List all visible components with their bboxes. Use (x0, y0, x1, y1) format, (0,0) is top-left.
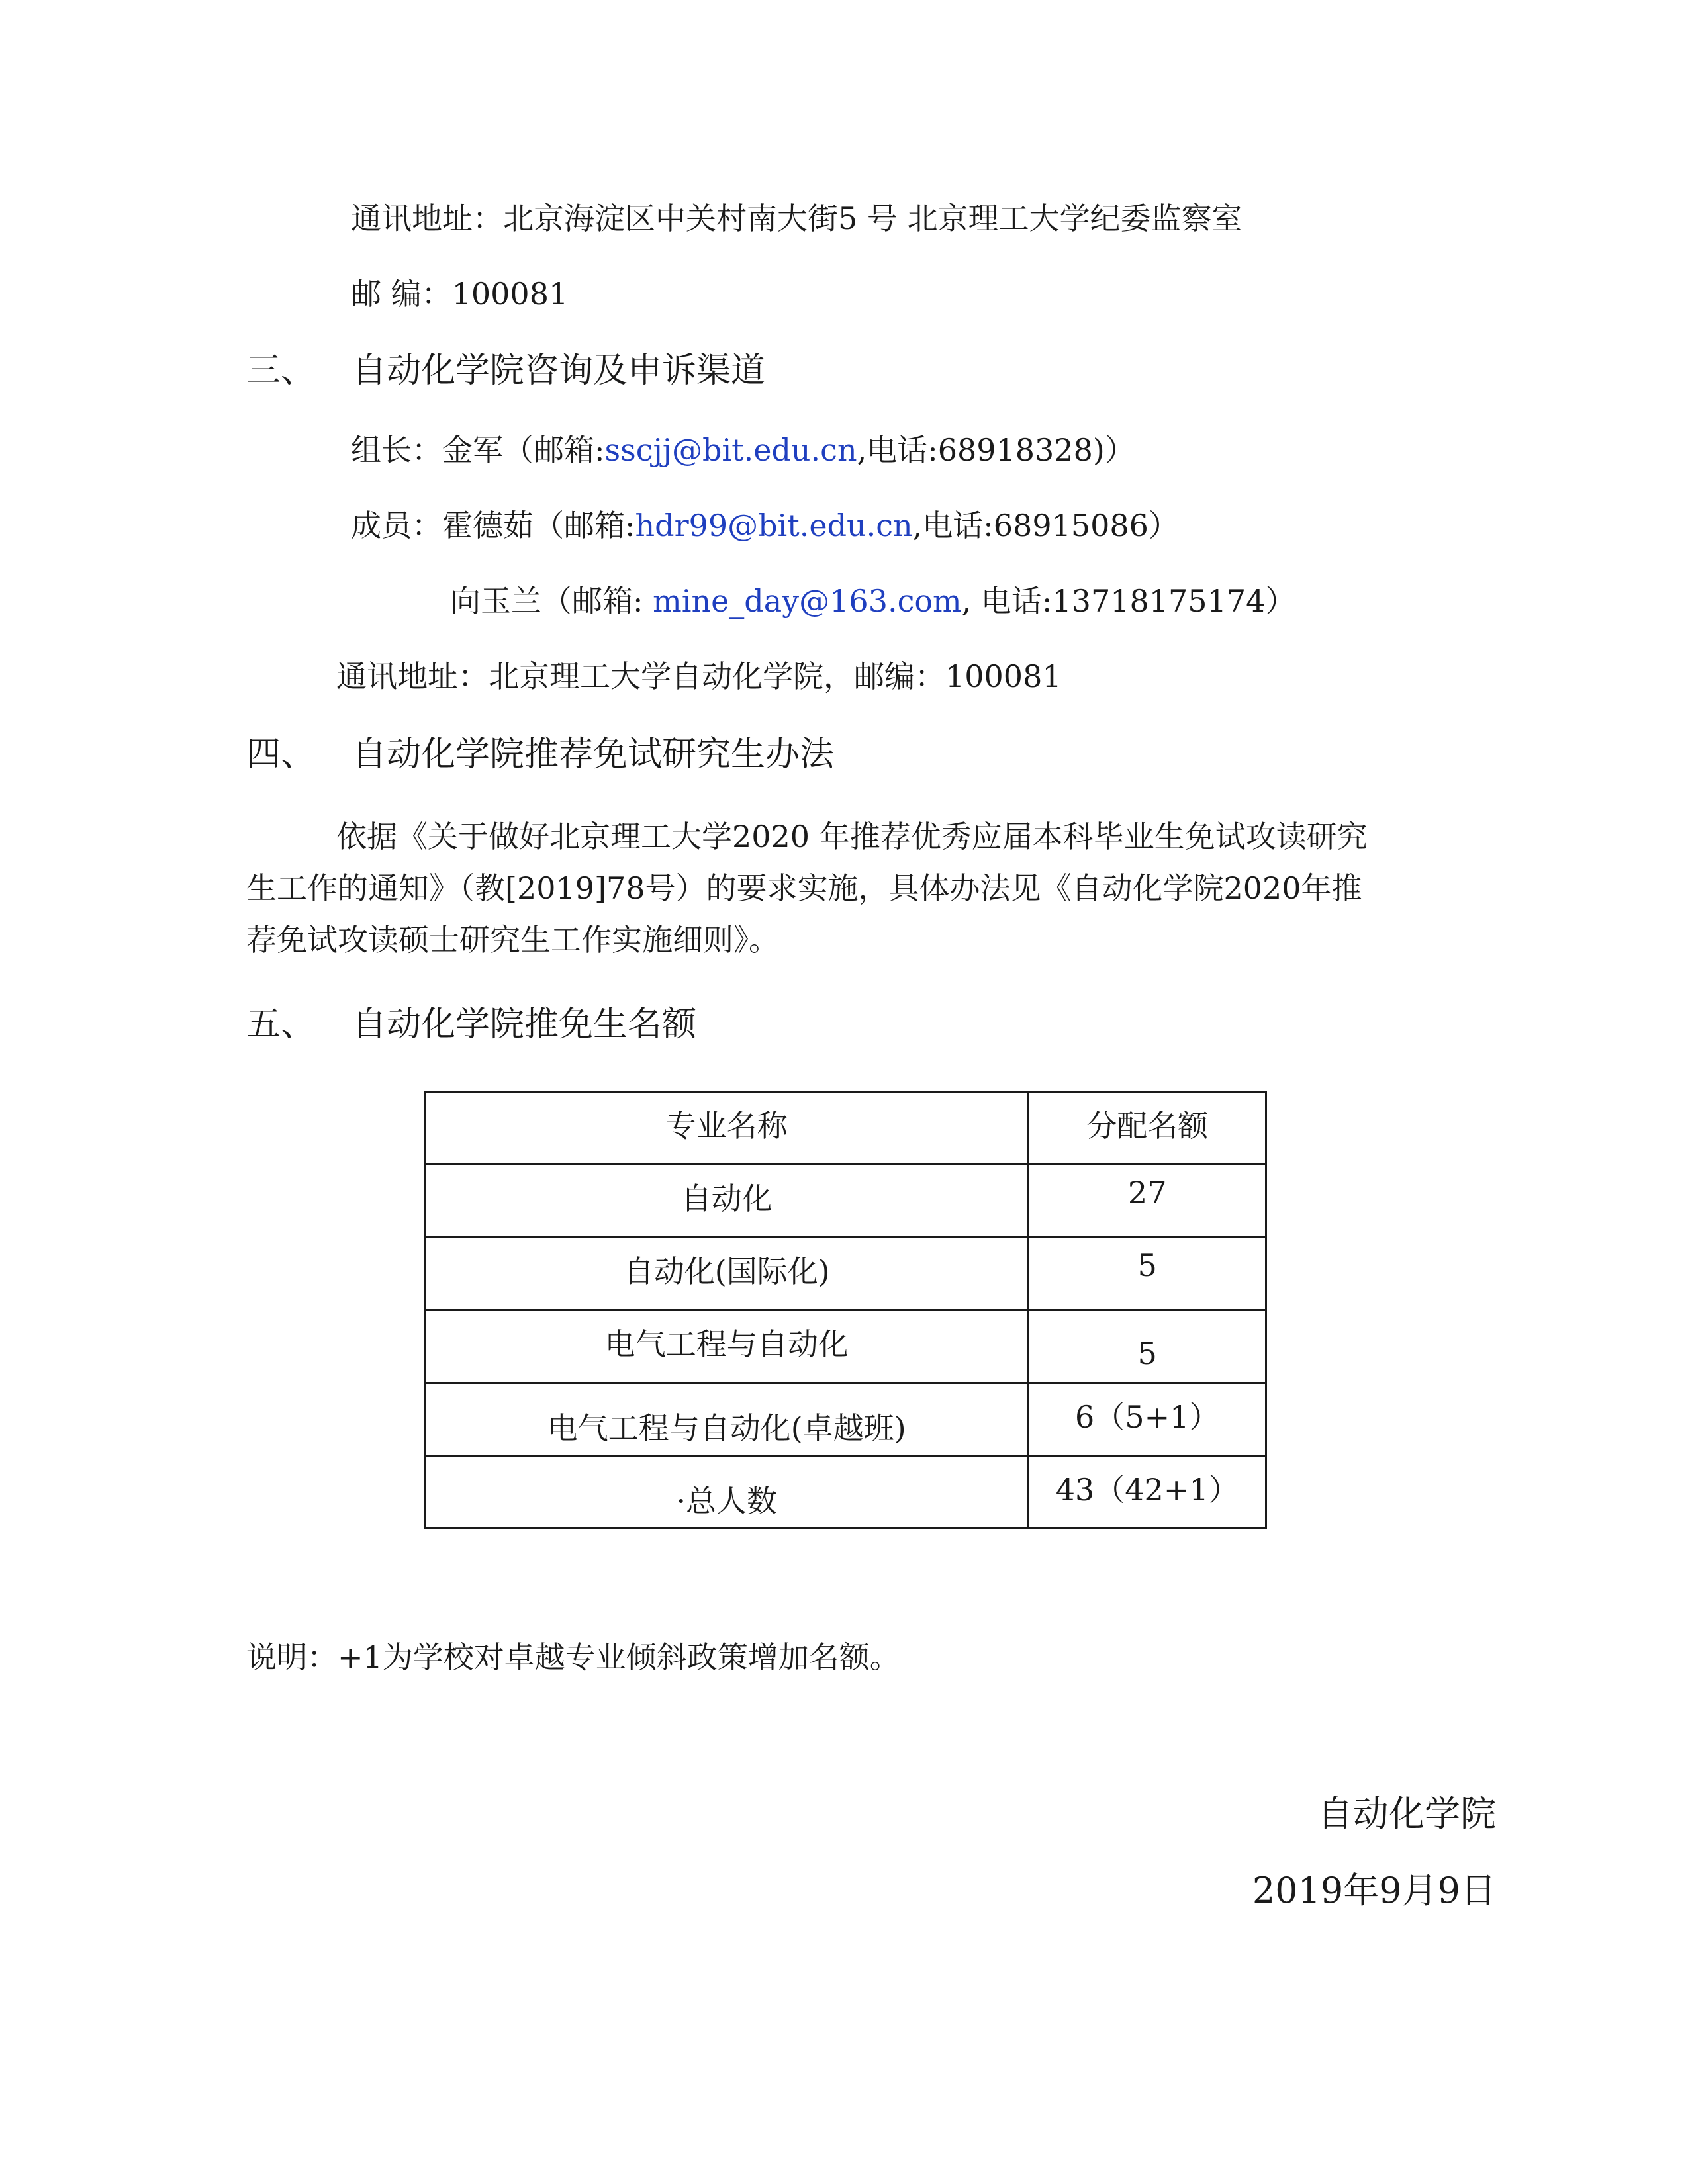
sec3-member2-suffix: , 电话:13718175174） (961, 583, 1296, 619)
table-cell-quota: 43（42+1） (1029, 1456, 1266, 1529)
sec3-leader-line (351, 430, 1135, 470)
table-row (425, 1310, 1266, 1383)
table-row-total (425, 1456, 1266, 1529)
sec4-paragraph-line1: 依据《关于做好北京理工大学2020 年推荐优秀应届本科毕业生免试攻读研究 (336, 819, 1368, 854)
sec3-heading (246, 349, 765, 392)
table-row (425, 1383, 1266, 1456)
sec3-leader-suffix: ,电话:68918328)） (857, 432, 1135, 468)
table-cell-major: ·总人数 (425, 1456, 1029, 1529)
sec3-leader-prefix: 组长：金军（邮箱: (351, 432, 605, 468)
sec3-member1-email-link[interactable]: hdr99@bit.edu.cn (635, 508, 913, 543)
sec5-note: 说明：+1为学校对卓越专业倾斜政策增加名额。 (246, 1639, 900, 1675)
table-row (425, 1165, 1266, 1238)
sec4-heading (246, 733, 834, 776)
sec4-number: 四、 (246, 735, 316, 774)
sec3-member2-line (450, 581, 1295, 621)
table-cell-major: 电气工程与自动化 (425, 1310, 1029, 1383)
sec4-title: 自动化学院推荐免试研究生办法 (352, 735, 835, 774)
table-header-row (425, 1092, 1266, 1165)
table-cell-major: 自动化 (425, 1165, 1029, 1238)
sec3-member2-prefix: 向玉兰（邮箱: (450, 583, 653, 619)
sec3-member2-email-link[interactable]: mine_day@163.com (653, 583, 962, 619)
table-cell-major: 电气工程与自动化(卓越班) (425, 1383, 1029, 1456)
table-cell-major: 自动化(国际化) (425, 1238, 1029, 1310)
table-cell-quota: 5 (1029, 1310, 1266, 1383)
sec3-member1-prefix: 成员：霍德茹（邮箱: (351, 508, 635, 543)
sec3-member1-suffix: ,电话:68915086） (912, 508, 1179, 543)
sec3-member1-line (351, 506, 1179, 545)
sec5-number: 五、 (246, 1005, 316, 1044)
table-header-quota: 分配名额 (1029, 1092, 1266, 1165)
table-cell-quota: 5 (1029, 1238, 1266, 1310)
sec4-paragraph-line3: 荐免试攻读硕士研究生工作实施细则》。 (246, 922, 779, 958)
table-header-major: 专业名称 (425, 1092, 1029, 1165)
quota-table (424, 1091, 1267, 1529)
signature-org: 自动化学院 (1317, 1793, 1496, 1835)
sec5-heading (246, 1003, 696, 1046)
sec3-leader-email-link[interactable]: sscjj@bit.edu.cn (604, 432, 857, 468)
sec2-address: 通讯地址：北京海淀区中关村南大街5 号 北京理工大学纪委监察室 (351, 201, 1243, 236)
sec2-postcode: 邮 编：100081 (351, 276, 569, 312)
table-cell-quota: 27 (1029, 1165, 1266, 1238)
sec5-title: 自动化学院推免生名额 (352, 1005, 697, 1044)
signature-date: 2019年9月9日 (1252, 1870, 1496, 1911)
table-row (425, 1238, 1266, 1310)
sec3-title: 自动化学院咨询及申诉渠道 (352, 351, 766, 390)
sec4-paragraph-line2: 生工作的通知》（教[2019]78号）的要求实施，具体办法见《自动化学院2020年推 (246, 870, 1362, 906)
sec3-number: 三、 (246, 351, 316, 390)
sec3-address: 通讯地址：北京理工大学自动化学院，邮编：100081 (336, 659, 1062, 694)
table-cell-quota: 6（5+1） (1029, 1383, 1266, 1456)
